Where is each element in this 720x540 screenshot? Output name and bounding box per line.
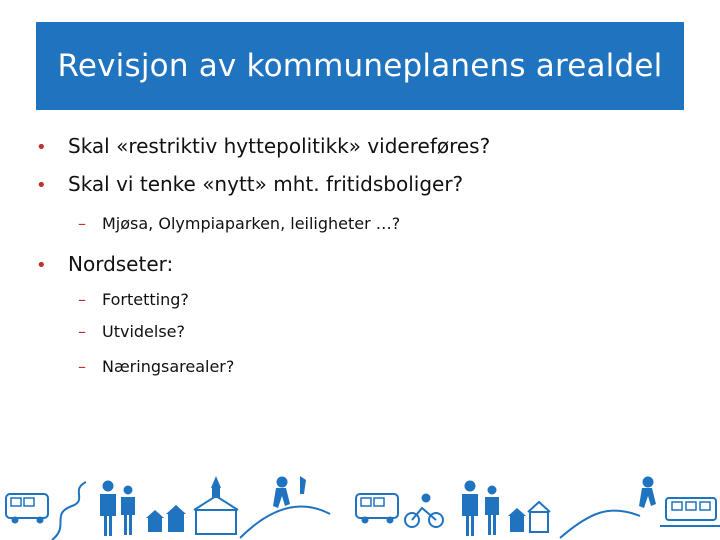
bus-icon: [356, 494, 398, 523]
dash-marker: –: [78, 322, 86, 341]
sub-bullet-item: [78, 214, 400, 233]
sub-bullet-item: [78, 357, 234, 376]
houses-icon: [146, 505, 186, 532]
bullet-item: [36, 252, 173, 276]
people-icon: [462, 481, 499, 536]
sub-bullet-item: [78, 290, 189, 309]
houses-icon: [508, 502, 550, 532]
train-icon: [660, 498, 720, 526]
sub-bullet-text: Mjøsa, Olympiaparken, leiligheter …?: [102, 214, 401, 233]
bullet-text: Skal vi tenke «nytt» mht. fritidsboliger?: [68, 172, 464, 196]
road-icon: [52, 482, 86, 540]
bullet-text: Skal «restriktiv hyttepolitikk» videreføres?: [68, 134, 491, 158]
slide-title: Revisjon av kommuneplanens arealdel: [57, 48, 663, 84]
bullet-item: [36, 172, 463, 196]
dash-marker: –: [78, 214, 86, 233]
dash-marker: –: [78, 290, 86, 309]
church-icon: [194, 476, 238, 534]
bullet-marker: •: [36, 175, 47, 196]
sub-bullet-text: Utvidelse?: [102, 322, 186, 341]
bullet-text: Nordseter:: [68, 252, 174, 276]
dash-marker: –: [78, 357, 86, 376]
skier-icon: [240, 476, 330, 538]
skier-icon: [560, 477, 656, 538]
cyclist-icon: [405, 494, 443, 527]
bullet-marker: •: [36, 137, 47, 158]
bus-icon: [6, 494, 48, 523]
sub-bullet-item: [78, 322, 185, 341]
sub-bullet-text: Fortetting?: [102, 290, 189, 309]
sub-bullet-text: Næringsarealer?: [102, 357, 235, 376]
people-icon: [100, 481, 135, 536]
bullet-marker: •: [36, 255, 47, 276]
bullet-item: [36, 134, 490, 158]
footer-illustration: [0, 468, 720, 540]
